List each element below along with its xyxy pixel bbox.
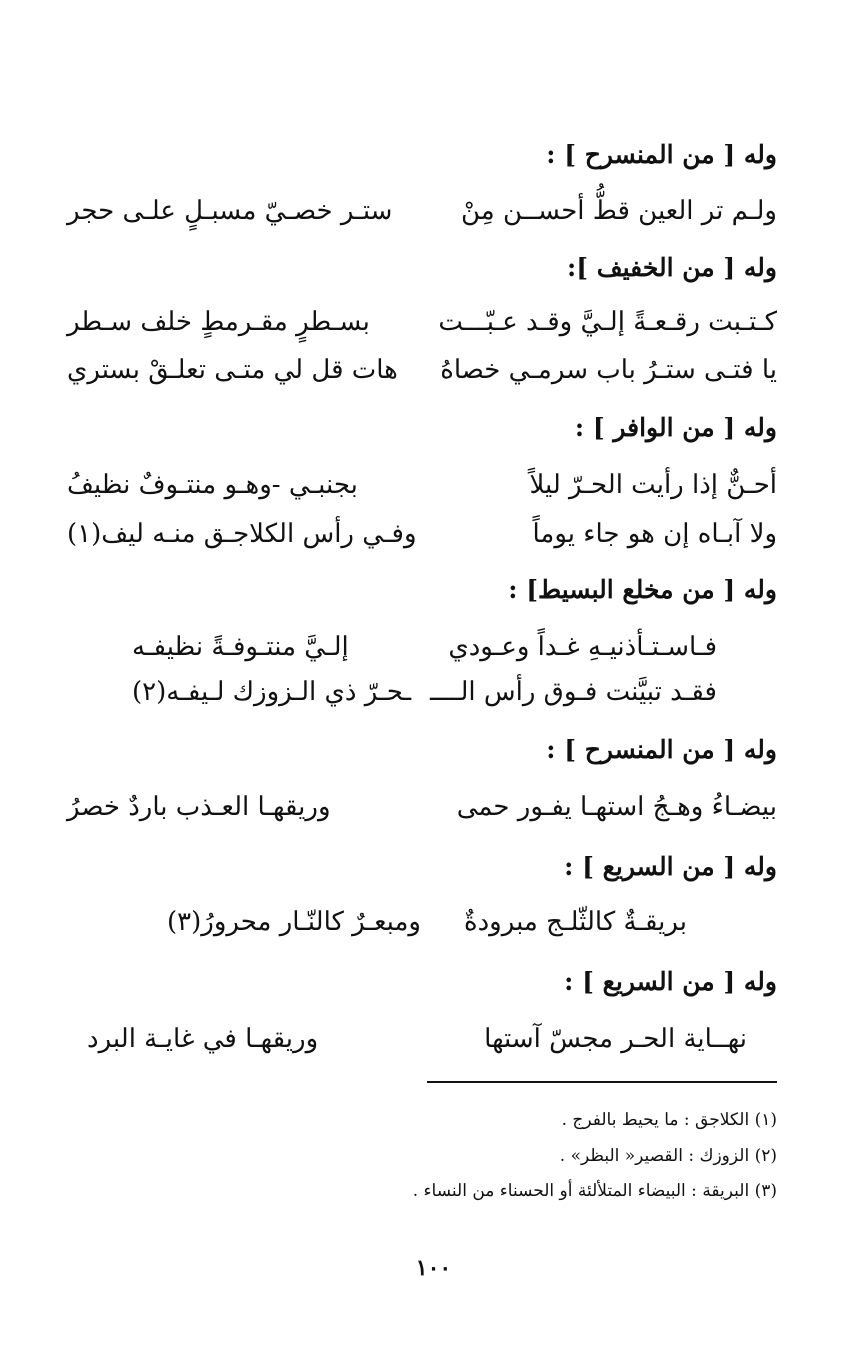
verse-second-hemistich: هات قل لي متـى تعلـقْ بستري <box>67 355 398 385</box>
verse-line <box>67 355 777 385</box>
verse-second-hemistich: بسـطرٍ مقـرمطٍ خلف سـطر <box>67 307 370 337</box>
section-heading: وله [ من السريع ] : <box>564 967 777 996</box>
verse-line <box>167 907 687 937</box>
verse-first-hemistich: أحـنٌّ إذا رأيت الحـرّ ليلاً <box>529 470 777 500</box>
verse-second-hemistich: ـحـرّ ذي الـزوزك لـيفـه(٢) <box>132 677 412 707</box>
footnote: (٣) البريقة : البيضاء المتلألئة أو الحسناء من النساء . <box>412 1181 777 1201</box>
verse-second-hemistich: وريقهـا في غايـة البرد <box>87 1024 319 1054</box>
verse-second-hemistich: ستـر خصـيّ مسبـلٍ علـى حجر <box>67 196 393 226</box>
verse-second-hemistich: وفـي رأس الكلاجـق منـه ليف(١) <box>67 519 417 549</box>
verse-line <box>67 792 777 822</box>
footnote-separator <box>427 1081 777 1083</box>
verse-first-hemistich: ولا آبـاه إن هو جاء يوماً <box>532 519 777 549</box>
verse-first-hemistich: فقـد تبيَّنت فـوق رأس الــــ <box>430 677 717 707</box>
verse-first-hemistich: ولـم تر العين قطُّ أحســن مِنْ <box>461 196 777 226</box>
verse-second-hemistich: ومبعـرٌ كالنّـار محرورُ(٣) <box>167 907 421 937</box>
verse-line <box>67 470 777 500</box>
verse-first-hemistich: فـاسـتـأذنيـهِ غـداً وعـودي <box>448 632 717 662</box>
verse-line <box>67 196 777 226</box>
section-heading: وله [ من مخلع البسيط] : <box>508 575 777 604</box>
verse-first-hemistich: كـتـبت رقـعـةً إلـيَّ وقـد عـبّـــت <box>438 307 777 337</box>
verse-line <box>87 1024 747 1054</box>
page-number: ١٠٠ <box>415 1255 452 1281</box>
section-heading: وله [ من الوافر ] : <box>574 413 777 442</box>
verse-second-hemistich: بجنبـي -وهـو منتـوفٌ نظيفُ <box>67 470 358 500</box>
verse-first-hemistich: بيضـاءُ وهـجُ استهـا يفـور حمى <box>456 792 777 822</box>
section-heading: وله [ من المنسرح ] : <box>546 140 777 169</box>
verse-line <box>132 677 717 707</box>
verse-line <box>132 632 717 662</box>
verse-second-hemistich: إلـيَّ منتـوفـةً نظيفـه <box>132 632 349 662</box>
verse-line <box>67 519 777 549</box>
verse-first-hemistich: بريقـةٌ كالثّلـج مبرودةٌ <box>463 907 687 937</box>
footnote: (١) الكلاجق : ما يحيط بالفرج . <box>561 1110 777 1130</box>
verse-second-hemistich: وريقهـا العـذب باردٌ خصرُ <box>67 792 331 822</box>
footnote: (٢) الزوزك : القصير« البظر» . <box>559 1146 777 1166</box>
verse-line <box>67 307 777 337</box>
verse-first-hemistich: نهــاية الحـر مجسّ آستها <box>484 1024 747 1054</box>
section-heading: وله [ من الخفيف ]: <box>567 253 777 282</box>
section-heading: وله [ من المنسرح ] : <box>546 735 777 764</box>
section-heading: وله [ من السريع ] : <box>564 852 777 881</box>
verse-first-hemistich: يا فتـى ستـرُ باب سرمـي خصاهُ <box>440 355 777 385</box>
